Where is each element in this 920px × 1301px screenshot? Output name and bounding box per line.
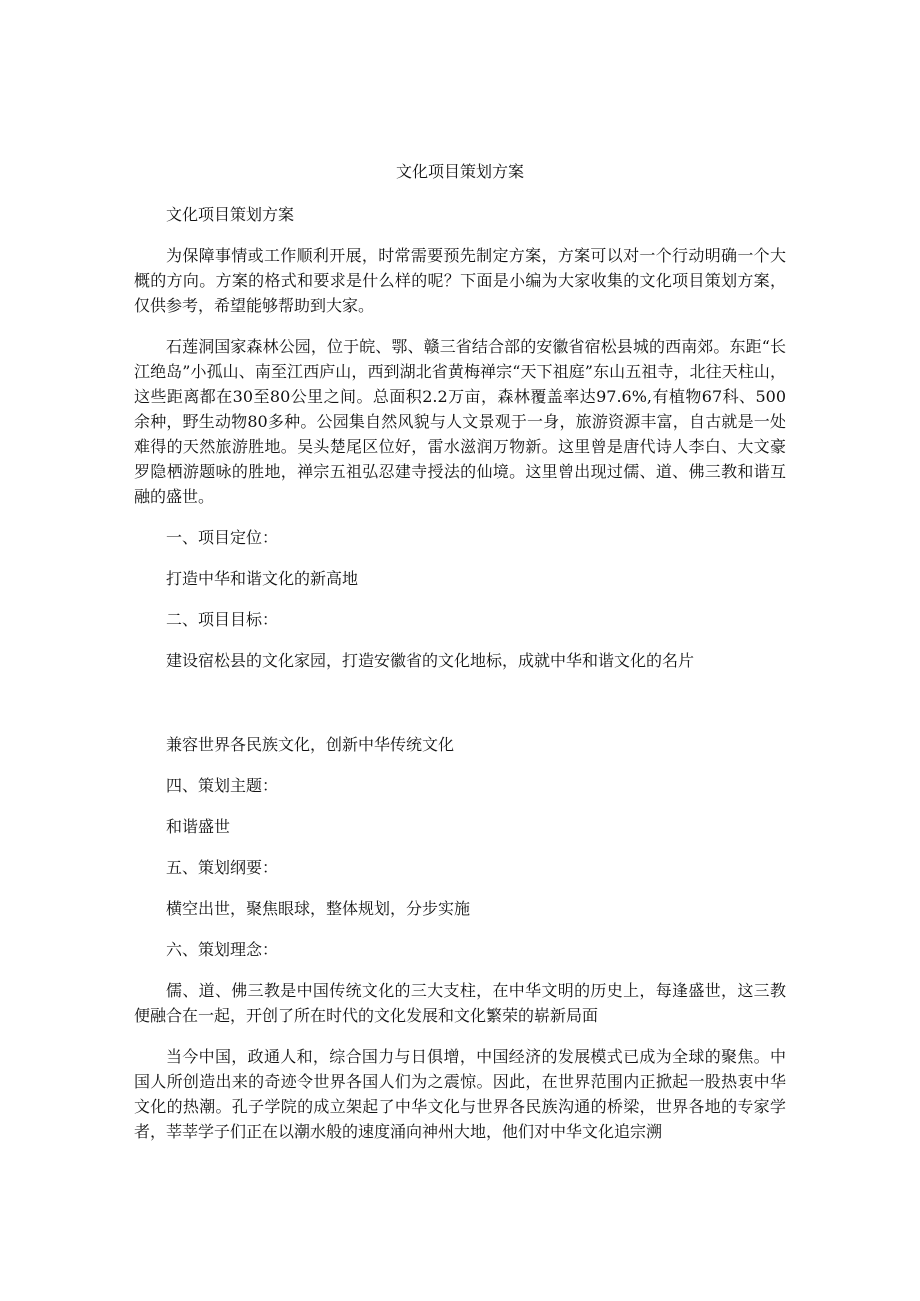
section-heading-outline: 五、策划纲要： — [166, 858, 279, 877]
positioning-text: 打造中华和谐文化的新高地 — [166, 569, 359, 588]
section-heading-positioning: 一、项目定位： — [166, 528, 279, 547]
theme-text: 和谐盛世 — [166, 817, 231, 836]
section-heading-goals: 二、项目目标： — [166, 610, 279, 629]
concept-paragraph: 儒、道、佛三教是中国传统文化的三大支柱，在中华文明的历史上，每逢盛世，这三教便融合在一起，开创了所在时代的文化发展和文化繁荣的崭新局面 — [134, 981, 786, 1025]
document-body — [134, 202, 786, 1160]
section-heading-concept: 六、策划理念： — [166, 940, 279, 959]
background-paragraph: 石莲洞国家森林公园，位于皖、鄂、赣三省结合部的安徽省宿松县城的西南郊。东距“长江绝岛”小孤山、南至江西庐山，西到湖北省黄梅禅宗“天下祖庭”东山五祖寺，北往天柱山，这些距离都在30至80公里之间。总面积2.2万亩，森林覆盖率达97.6%,有植物67科、500余种，野生动物80多种。公园集自然风貌与人文景观于一身，旅游资源丰富，自古就是一处难得的天然旅游胜地。吴头楚尾区位好，雷水滋润万物新。这里曾是唐代诗人李白、大文豪罗隐栖游题咏的胜地，禅宗五祖弘忍建寺授法的仙境。这里曾出现过儒、道、佛三教和谐互融的盛世。 — [134, 337, 786, 506]
document-title: 文化项目策划方案 — [395, 162, 524, 181]
goals-text-2: 兼容世界各民族文化，创新中华传统文化 — [166, 735, 455, 754]
intro-paragraph: 为保障事情或工作顺利开展，时常需要预先制定方案，方案可以对一个行动明确一个大概的方向。方案的格式和要求是什么样的呢？下面是小编为大家收集的文化项目策划方案，仅供参考，希望能够帮助到大家。 — [134, 246, 786, 315]
goals-text-1: 建设宿松县的文化家园，打造安徽省的文化地标，成就中华和谐文化的名片 — [166, 651, 695, 670]
document-subtitle: 文化项目策划方案 — [166, 205, 295, 224]
closing-paragraph: 当今中国，政通人和，综合国力与日俱增，中国经济的发展模式已成为全球的聚焦。中国人所创造出来的奇迹令世界各国人们为之震惊。因此，在世界范围内正掀起一股热衷中华文化的热潮。孔子学院的成立架起了中华文化与世界各民族沟通的桥梁，世界各地的专家学者，莘莘学子们正在以潮水般的速度涌向神州大地，他们对中华文化追宗溯 — [134, 1047, 786, 1141]
blank-gap — [134, 689, 786, 732]
section-heading-theme: 四、策划主题： — [166, 776, 279, 795]
outline-text: 横空出世，聚焦眼球，整体规划，分步实施 — [166, 899, 471, 918]
